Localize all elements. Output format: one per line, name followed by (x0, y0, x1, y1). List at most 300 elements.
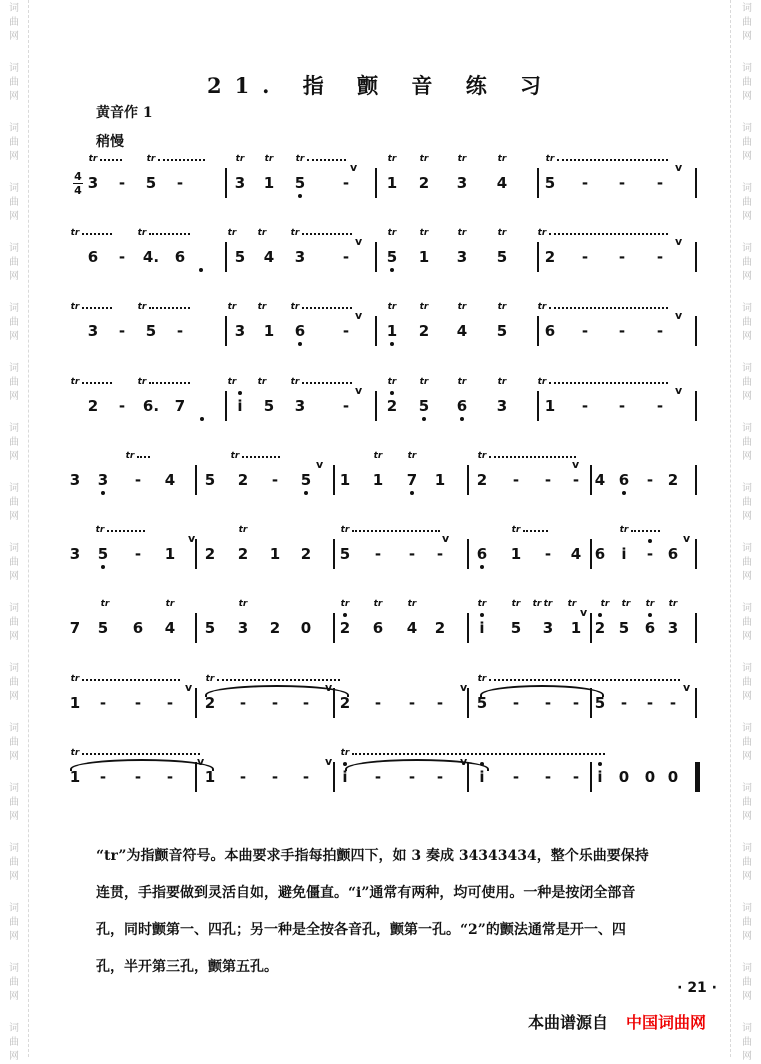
score-note: 3 (294, 248, 306, 266)
score-note: 1 (339, 471, 351, 489)
score-note: - (271, 768, 279, 786)
breath-mark: v (675, 161, 683, 174)
trill-mark: tr (230, 451, 240, 461)
trill-wave (107, 530, 145, 536)
score-note: 5 (97, 545, 109, 563)
octave-dot-low (298, 194, 302, 198)
octave-dot-low (410, 491, 414, 495)
score-note: - (134, 694, 142, 712)
barline (467, 613, 469, 643)
breath-mark: v (355, 384, 363, 397)
barline (225, 391, 227, 421)
score-note: - (118, 248, 126, 266)
score-note: - (544, 471, 552, 489)
trill-mark: tr (457, 302, 467, 312)
octave-dot-low (199, 268, 203, 272)
watermark-text: 词 曲 网 (9, 423, 19, 462)
score-note: - (581, 174, 589, 192)
trill-wave (158, 159, 205, 165)
trill-wave (307, 159, 346, 165)
score-note: - (271, 471, 279, 489)
slur-mark (345, 759, 489, 771)
score-note: 6 (372, 619, 384, 637)
watermark-text: 词 曲 网 (742, 363, 752, 402)
octave-dot-low (622, 491, 626, 495)
score-note: - (646, 471, 654, 489)
score-note: - (118, 322, 126, 340)
score-note: 1 (263, 322, 275, 340)
score-note: - (581, 322, 589, 340)
trill-wave (302, 382, 352, 388)
score-note: 0 (300, 619, 312, 637)
score-note: - (239, 768, 247, 786)
score-note: 4 (570, 545, 582, 563)
trill-mark: tr (70, 748, 80, 758)
score-note: 7 (174, 397, 186, 415)
score-note: - (512, 694, 520, 712)
score-note: i (597, 768, 603, 786)
trill-wave (549, 307, 668, 313)
score-note: 3 (87, 174, 99, 192)
score-note: 3 (456, 248, 468, 266)
barline (333, 465, 335, 495)
trill-mark: tr (537, 228, 547, 238)
score-note: - (544, 768, 552, 786)
barline (537, 242, 539, 272)
source-label: 本曲谱源自 (528, 1013, 609, 1032)
explanation-line-2: 连贯，手指要做到灵活自如，避免僵直。“i”通常有两种，均可使用。一种是按闭全部音 (96, 885, 636, 901)
barline (695, 613, 697, 643)
octave-dot-low (200, 417, 204, 421)
barline (333, 539, 335, 569)
score-note: 3 (667, 619, 679, 637)
watermark-text: 词 曲 网 (742, 903, 752, 942)
trill-mark: tr (227, 228, 237, 238)
trill-mark: tr (511, 525, 521, 535)
trill-mark: tr (545, 154, 555, 164)
score-note: 5 (618, 619, 630, 637)
score-note: 2 (204, 694, 216, 712)
trill-mark: tr (407, 599, 417, 609)
page-title: 21. 指 颤 音 练 习 (206, 73, 555, 98)
trill-mark: tr (125, 451, 135, 461)
breath-mark: v (460, 681, 468, 694)
score-note: 6 (667, 545, 679, 563)
score-note: 0 (667, 768, 679, 786)
trill-mark: tr (70, 674, 80, 684)
watermark-text: 词 曲 网 (742, 1023, 752, 1062)
watermark-text: 词 曲 网 (9, 903, 19, 942)
trill-mark: tr (567, 599, 577, 609)
trill-wave (149, 233, 190, 239)
octave-dot-low (480, 565, 484, 569)
score-note: - (134, 545, 142, 563)
score-note: - (239, 694, 247, 712)
octave-dot-low (460, 417, 464, 421)
trill-mark: tr (477, 674, 487, 684)
slur-mark (480, 685, 604, 697)
score-note: 6 (476, 545, 488, 563)
trill-wave (352, 530, 440, 536)
trill-mark: tr (407, 451, 417, 461)
time-signature-bottom: 4 (74, 184, 82, 197)
score-note: 5 (544, 174, 556, 192)
time-signature-top: 4 (74, 170, 82, 183)
score-note: 6 (594, 545, 606, 563)
trill-mark: tr (227, 302, 237, 312)
watermark-text: 词 曲 网 (742, 123, 752, 162)
score-note: - (656, 322, 664, 340)
score-note: - (572, 768, 580, 786)
barline (225, 168, 227, 198)
trill-mark: tr (537, 302, 547, 312)
trill-mark: tr (619, 525, 629, 535)
score-note: 5 (145, 174, 157, 192)
score-note: 1 (434, 471, 446, 489)
trill-mark: tr (100, 599, 110, 609)
score-note: 2 (269, 619, 281, 637)
trill-mark: tr (290, 302, 300, 312)
trill-wave (82, 382, 112, 388)
barline (537, 316, 539, 346)
score-note: 2 (418, 174, 430, 192)
barline (375, 316, 377, 346)
score-note: - (374, 768, 382, 786)
trill-mark: tr (340, 748, 350, 758)
breath-mark: v (185, 681, 193, 694)
watermark-text: 词 曲 网 (742, 663, 752, 702)
tempo-marking: 稍慢 (96, 134, 124, 150)
trill-mark: tr (543, 599, 553, 609)
score-note: 5 (339, 545, 351, 563)
score-note: 3 (456, 174, 468, 192)
octave-dot-high (598, 762, 602, 766)
score-note: 3 (294, 397, 306, 415)
barline (695, 242, 697, 272)
watermark-text: 词 曲 网 (742, 963, 752, 1002)
trill-mark: tr (257, 377, 267, 387)
trill-mark: tr (457, 377, 467, 387)
trill-mark: tr (165, 599, 175, 609)
octave-dot-high (480, 613, 484, 617)
score-note: 3 (97, 471, 109, 489)
watermark-text: 词 曲 网 (9, 843, 19, 882)
score-note: - (618, 248, 626, 266)
score-note: 5 (496, 248, 508, 266)
score-note: - (134, 768, 142, 786)
trill-mark: tr (419, 377, 429, 387)
score-note: 2 (386, 397, 398, 415)
watermark-text: 词 曲 网 (9, 723, 19, 762)
breath-mark: v (325, 681, 333, 694)
score-note: 1 (164, 545, 176, 563)
barline (225, 316, 227, 346)
score-note: - (646, 545, 654, 563)
trill-mark: tr (511, 599, 521, 609)
breath-mark: v (460, 755, 468, 768)
trill-mark: tr (70, 228, 80, 238)
trill-mark: tr (340, 525, 350, 535)
score-note: 2 (237, 545, 249, 563)
slur-mark (70, 759, 214, 771)
score-note: 6 (644, 619, 656, 637)
score-note: i (479, 768, 485, 786)
trill-mark: tr (340, 599, 350, 609)
score-note: - (176, 174, 184, 192)
score-note: 4. (142, 248, 160, 266)
watermark-text: 词 曲 网 (742, 183, 752, 222)
score-note: 2 (339, 694, 351, 712)
trill-wave (549, 382, 668, 388)
octave-dot-high (238, 391, 242, 395)
barline (225, 242, 227, 272)
trill-wave (82, 679, 180, 685)
score-note: - (408, 768, 416, 786)
score-note: 3 (87, 322, 99, 340)
trill-mark: tr (645, 599, 655, 609)
octave-dot-low (304, 491, 308, 495)
trill-wave (82, 307, 112, 313)
score-note: 5 (300, 471, 312, 489)
trill-mark: tr (457, 228, 467, 238)
score-note: 4 (406, 619, 418, 637)
trill-wave (137, 456, 150, 462)
trill-mark: tr (532, 599, 542, 609)
watermark-text: 词 曲 网 (9, 603, 19, 642)
score-note: - (544, 545, 552, 563)
watermark-text: 词 曲 网 (9, 3, 19, 42)
score-note: 4 (263, 248, 275, 266)
octave-dot-high (648, 539, 652, 543)
breath-mark: v (355, 309, 363, 322)
barline (590, 465, 592, 495)
breath-mark: v (683, 532, 691, 545)
score-note: - (436, 768, 444, 786)
score-note: 5 (145, 322, 157, 340)
barline (195, 688, 197, 718)
trill-mark: tr (137, 228, 147, 238)
score-note: 6 (618, 471, 630, 489)
barline (590, 539, 592, 569)
barline (695, 391, 697, 421)
watermark-text: 词 曲 网 (9, 783, 19, 822)
trill-wave (489, 456, 576, 462)
watermark-text: 词 曲 网 (9, 1023, 19, 1062)
score-note: - (166, 694, 174, 712)
octave-dot-high (343, 762, 347, 766)
barline (695, 688, 697, 718)
breath-mark: v (683, 681, 691, 694)
octave-dot-high (648, 613, 652, 617)
score-note: 1 (386, 322, 398, 340)
score-note: - (656, 248, 664, 266)
score-note: 5 (476, 694, 488, 712)
final-barline (695, 762, 700, 792)
trill-mark: tr (497, 154, 507, 164)
octave-dot-low (101, 491, 105, 495)
barline (375, 168, 377, 198)
score-note: 2 (87, 397, 99, 415)
watermark-text: 词 曲 网 (9, 663, 19, 702)
breath-mark: v (350, 161, 358, 174)
score-note: i (621, 545, 627, 563)
score-note: 5 (234, 248, 246, 266)
breath-mark: v (188, 532, 196, 545)
watermark-text: 词 曲 网 (742, 543, 752, 582)
score-note: 1 (204, 768, 216, 786)
trill-mark: tr (290, 377, 300, 387)
watermark-text: 词 曲 网 (9, 303, 19, 342)
score-note: 5 (418, 397, 430, 415)
trill-mark: tr (419, 228, 429, 238)
score-note: 5 (294, 174, 306, 192)
breath-mark: v (316, 458, 324, 471)
breath-mark: v (580, 606, 588, 619)
trill-mark: tr (419, 302, 429, 312)
score-note: 7 (69, 619, 81, 637)
breath-mark: v (197, 755, 205, 768)
page-number: · 21 · (677, 980, 717, 996)
trill-mark: tr (387, 228, 397, 238)
score-note: 1 (570, 619, 582, 637)
breath-mark: v (355, 235, 363, 248)
watermark-text: 词 曲 网 (9, 243, 19, 282)
score-note: - (512, 768, 520, 786)
score-note: 2 (476, 471, 488, 489)
trill-wave (302, 307, 352, 313)
watermark-text: 词 曲 网 (742, 783, 752, 822)
score-note: i (479, 619, 485, 637)
trill-wave (302, 233, 352, 239)
score-note: 6 (544, 322, 556, 340)
watermark-text: 词 曲 网 (742, 3, 752, 42)
score-note: - (302, 768, 310, 786)
trill-mark: tr (205, 674, 215, 684)
score-note: - (118, 397, 126, 415)
barline (467, 688, 469, 718)
score-note: 5 (386, 248, 398, 266)
octave-dot-low (422, 417, 426, 421)
score-note: 6 (456, 397, 468, 415)
watermark-text: 词 曲 网 (742, 723, 752, 762)
score-note: 2 (418, 322, 430, 340)
score-note: 0 (618, 768, 630, 786)
trill-mark: tr (235, 154, 245, 164)
barline (333, 613, 335, 643)
breath-mark: v (675, 235, 683, 248)
trill-mark: tr (373, 599, 383, 609)
octave-dot-high (598, 613, 602, 617)
watermark-text: 词 曲 网 (9, 123, 19, 162)
trill-mark: tr (477, 599, 487, 609)
watermark-text: 词 曲 网 (742, 843, 752, 882)
score-note: 3 (542, 619, 554, 637)
trill-mark: tr (621, 599, 631, 609)
barline (695, 168, 697, 198)
barline (537, 391, 539, 421)
trill-mark: tr (387, 377, 397, 387)
barline (695, 539, 697, 569)
watermark-text: 词 曲 网 (742, 603, 752, 642)
trill-mark: tr (137, 377, 147, 387)
score-note: 1 (386, 174, 398, 192)
score-note: 1 (263, 174, 275, 192)
trill-wave (100, 159, 122, 165)
score-note: - (572, 471, 580, 489)
watermark-text: 词 曲 网 (742, 63, 752, 102)
score-note: - (176, 322, 184, 340)
score-note: - (544, 694, 552, 712)
breath-mark: v (442, 532, 450, 545)
score-note: - (342, 248, 350, 266)
score-note: 3 (234, 174, 246, 192)
score-note: 5 (204, 471, 216, 489)
score-note: 2 (434, 619, 446, 637)
score-note: 6 (294, 322, 306, 340)
score-note: - (408, 545, 416, 563)
barline (695, 316, 697, 346)
trill-mark: tr (477, 451, 487, 461)
score-note: - (99, 694, 107, 712)
score-note: 2 (204, 545, 216, 563)
explanation-line-1: “tr”为指颤音符号。本曲要求手指每拍颤四下，如 3 奏成 34343434，整个乐曲要保持 (96, 848, 649, 864)
trill-mark: tr (70, 377, 80, 387)
score-note: 2 (544, 248, 556, 266)
score-note: 5 (594, 694, 606, 712)
score-note: 1 (510, 545, 522, 563)
breath-mark: v (675, 384, 683, 397)
barline (195, 613, 197, 643)
score-note: - (581, 248, 589, 266)
trill-mark: tr (238, 599, 248, 609)
watermark-text: 词 曲 网 (9, 183, 19, 222)
trill-wave (489, 679, 680, 685)
score-note: 5 (496, 322, 508, 340)
trill-wave (149, 382, 190, 388)
explanation-text (96, 838, 716, 986)
trill-mark: tr (497, 377, 507, 387)
score-note: - (669, 694, 677, 712)
trill-mark: tr (668, 599, 678, 609)
score-note: 1 (69, 768, 81, 786)
barline (333, 762, 335, 792)
score-note: - (302, 694, 310, 712)
breath-mark: v (675, 309, 683, 322)
score-note: 5 (204, 619, 216, 637)
watermark-text: 词 曲 网 (742, 303, 752, 342)
trill-mark: tr (457, 154, 467, 164)
trill-mark: tr (238, 525, 248, 535)
score-note: 5 (97, 619, 109, 637)
score-note: 6 (87, 248, 99, 266)
trill-wave (352, 753, 605, 759)
score-note: 1 (418, 248, 430, 266)
watermark-text: 词 曲 网 (9, 483, 19, 522)
source-site-link[interactable]: 中国词曲网 (626, 1013, 707, 1032)
barline (590, 762, 592, 792)
score-note: - (166, 768, 174, 786)
score-note: - (374, 545, 382, 563)
trill-wave (557, 159, 668, 165)
score-note: - (620, 694, 628, 712)
score-note: 1 (269, 545, 281, 563)
score-note: 1 (544, 397, 556, 415)
score-note: 2 (237, 471, 249, 489)
score-note: - (656, 397, 664, 415)
trill-mark: tr (387, 302, 397, 312)
score-note: 4 (496, 174, 508, 192)
octave-dot-low (390, 268, 394, 272)
